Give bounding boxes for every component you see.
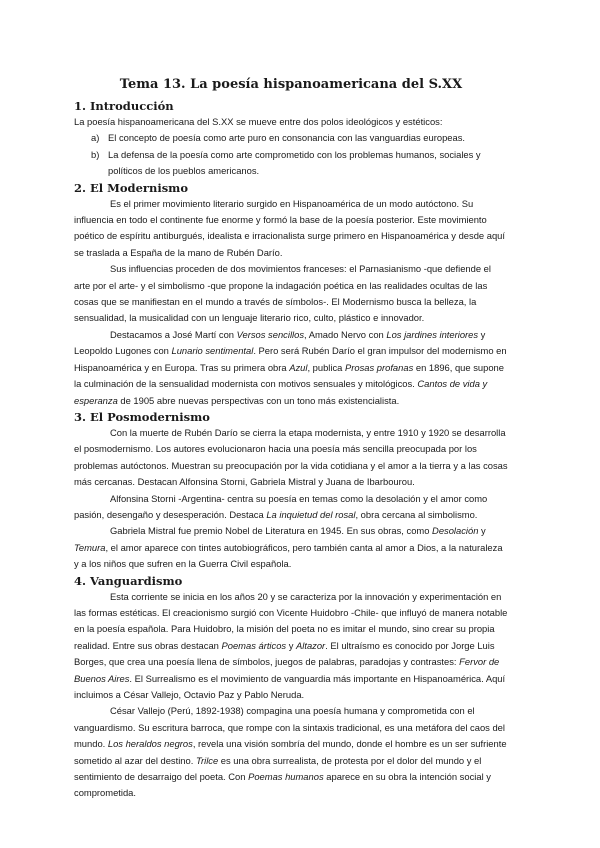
paragraph: [74, 523, 508, 572]
section-heading-vanguardismo: 4. Vanguardismo: [74, 573, 183, 588]
text-run: aparece en su obra la intención social y comprometida.: [74, 771, 491, 799]
list-marker: b): [91, 148, 100, 160]
text-run: Destacamos a José Martí con: [110, 328, 237, 340]
paragraph: [74, 703, 508, 801]
list-item-text: El concepto de poesía como arte puro en consonancia con las vanguardias europeas.: [108, 132, 466, 144]
work-title: Azul: [289, 361, 308, 373]
work-title: La inquietud del rosal: [266, 508, 356, 520]
paragraph: La poesía hispanoamericana del S.XX se mueve entre dos polos ideológicos y estéticos:: [74, 116, 443, 127]
work-title: Temura: [74, 541, 106, 553]
text-run: , publica: [307, 361, 345, 373]
paragraph: Es el primer movimiento literario surgido en Hispanoamérica de un modo autóctono. Su influencia en todo el continente fue enorme y formó la base de la poesía posterior. Este movimiento poético de espíritu antiburgués, idealista e irracionalista surge primero en Hispanoamérica y desde aquí se traslada a España de la mano de Rubén Darío.: [74, 197, 505, 258]
work-title: Poemas árticos: [221, 639, 287, 651]
work-title: Lunario sentimental: [171, 345, 254, 357]
text-run: es una obra surrealista, de protesta por el dolor del mundo y el sentimiento de desarraigo del poeta. Con: [74, 754, 482, 783]
text-run: . El Surrealismo es el movimiento de vanguardia más importante en Hispanoamérica. Aquí incluimos a César Vallejo, Octavio Paz y Pablo Neruda.: [74, 672, 506, 700]
text-run: y: [286, 639, 296, 651]
paragraph: [74, 491, 508, 524]
work-title: Poemas humanos: [248, 771, 324, 783]
paragraph: [74, 327, 508, 409]
list-item-text: La defensa de la poesía como arte comprometido con los problemas humanos, sociales y políticos de los pueblos americanos.: [108, 148, 481, 177]
text-run: y: [478, 525, 486, 537]
section-heading-introduccion: 1. Introducción: [74, 99, 174, 113]
ordered-list: [74, 130, 508, 179]
text-run: , obra cercana al simbolismo.: [355, 508, 478, 520]
work-title: Trilce: [195, 754, 219, 766]
paragraph: Sus influencias proceden de dos movimientos franceses: el Parnasianismo -que defiende el arte por el arte- y el simbolismo -que propone la indagación poética en las realidades ocultas de las cosas que se manifiestan en el mundo a través de símbolos-. El Modernismo busca la belleza, la sensualidad, la musicalidad con un lenguaje literario rico, culto, plástico e innovador.: [74, 263, 491, 324]
text-run: Gabriela Mistral fue premio Nobel de Literatura en 1945. En sus obras, como: [110, 525, 433, 537]
work-title: Fervor de Buenos Aires: [74, 656, 500, 684]
text-run: en 1896, que supone la culminación de la sensualidad modernista con motivos sensuales y mitológicos.: [74, 361, 504, 390]
list-marker: a): [91, 132, 100, 144]
section-heading-modernismo: 2. El Modernismo: [74, 180, 189, 195]
work-title: Los jardines interiores: [386, 328, 479, 340]
work-title: Cantos de vida y esperanza: [74, 378, 488, 406]
text-run: Esta corriente se inicia en los años 20 y se caracteriza por la innovación y experimentación en las formas estéticas. El creacionismo surgió con Vicente Huidobro -Chile- que influyó de manera notable en la poesía española. Para Huidobro, la misión del poeta no es imitar el mundo, sino crear su propia realidad. Entre sus obras destacan: [74, 590, 508, 651]
text-run: de 1905 abre nuevas perspectivas con un tono más existencialista.: [117, 394, 400, 406]
page-title: Tema 13. La poesía hispanoamericana del S.XX: [119, 77, 463, 92]
text-run: . Pero será Rubén Darío el gran impulsor del modernismo en Hispanoamérica y en Europa. Tras su primera obra: [74, 345, 507, 373]
work-title: Versos sencillos: [236, 328, 305, 340]
text-run: , Amado Nervo con: [304, 328, 387, 340]
work-title: Desolación: [432, 525, 479, 537]
work-title: Altazor: [296, 639, 326, 651]
paragraph: [74, 589, 508, 704]
section-heading-posmodernismo: 3. El Posmodernismo: [74, 409, 210, 424]
text-run: , revela una visión sombría del mundo, donde el hombre es un ser sufriente sometido al azar del destino.: [74, 738, 507, 766]
text-run: . El ultraísmo es conocido por Jorge Luis Borges, que crea una poesía llena de símbolos, juegos de palabras, paradojas y contrastes:: [74, 639, 495, 668]
list-item: [74, 147, 508, 180]
list-item: [74, 130, 508, 146]
work-title: Prosas profanas: [344, 361, 414, 373]
paragraph: Con la muerte de Rubén Darío se cierra la etapa modernista, y entre 1910 y 1920 se desarrolla el posmodernismo. Los autores evolucionaron hacia una poesía más sencilla preocupada por los problemas autóctonos. Muestran su preocupación por la vida cotidiana y el amor a la tierra y a las cosas más cercanas. Destacan Alfonsina Storni, Gabriela Mistral y Juana de Ibarbourou.: [74, 426, 508, 488]
work-title: Los heraldos negros: [107, 738, 193, 750]
text-run: Alfonsina Storni -Argentina- centra su poesía en temas como la desolación y el amor como pasión, desengaño y desesperación. Destaca: [74, 492, 488, 520]
text-run: César Vallejo (Perú, 1892-1938) compagina una poesía humana y comprometida con el vanguardismo. Su escritura barroca, que rompe con la sintaxis tradicional, es una metáfora del caos del mundo.: [74, 705, 505, 750]
text-run: , el amor aparece con tintes autobiográficos, pero también canta al amor a Dios, a la naturaleza y a los niños que sufren en la Guerra Civil española.: [74, 541, 503, 570]
text-run: y Leopoldo Lugones con: [74, 328, 486, 357]
